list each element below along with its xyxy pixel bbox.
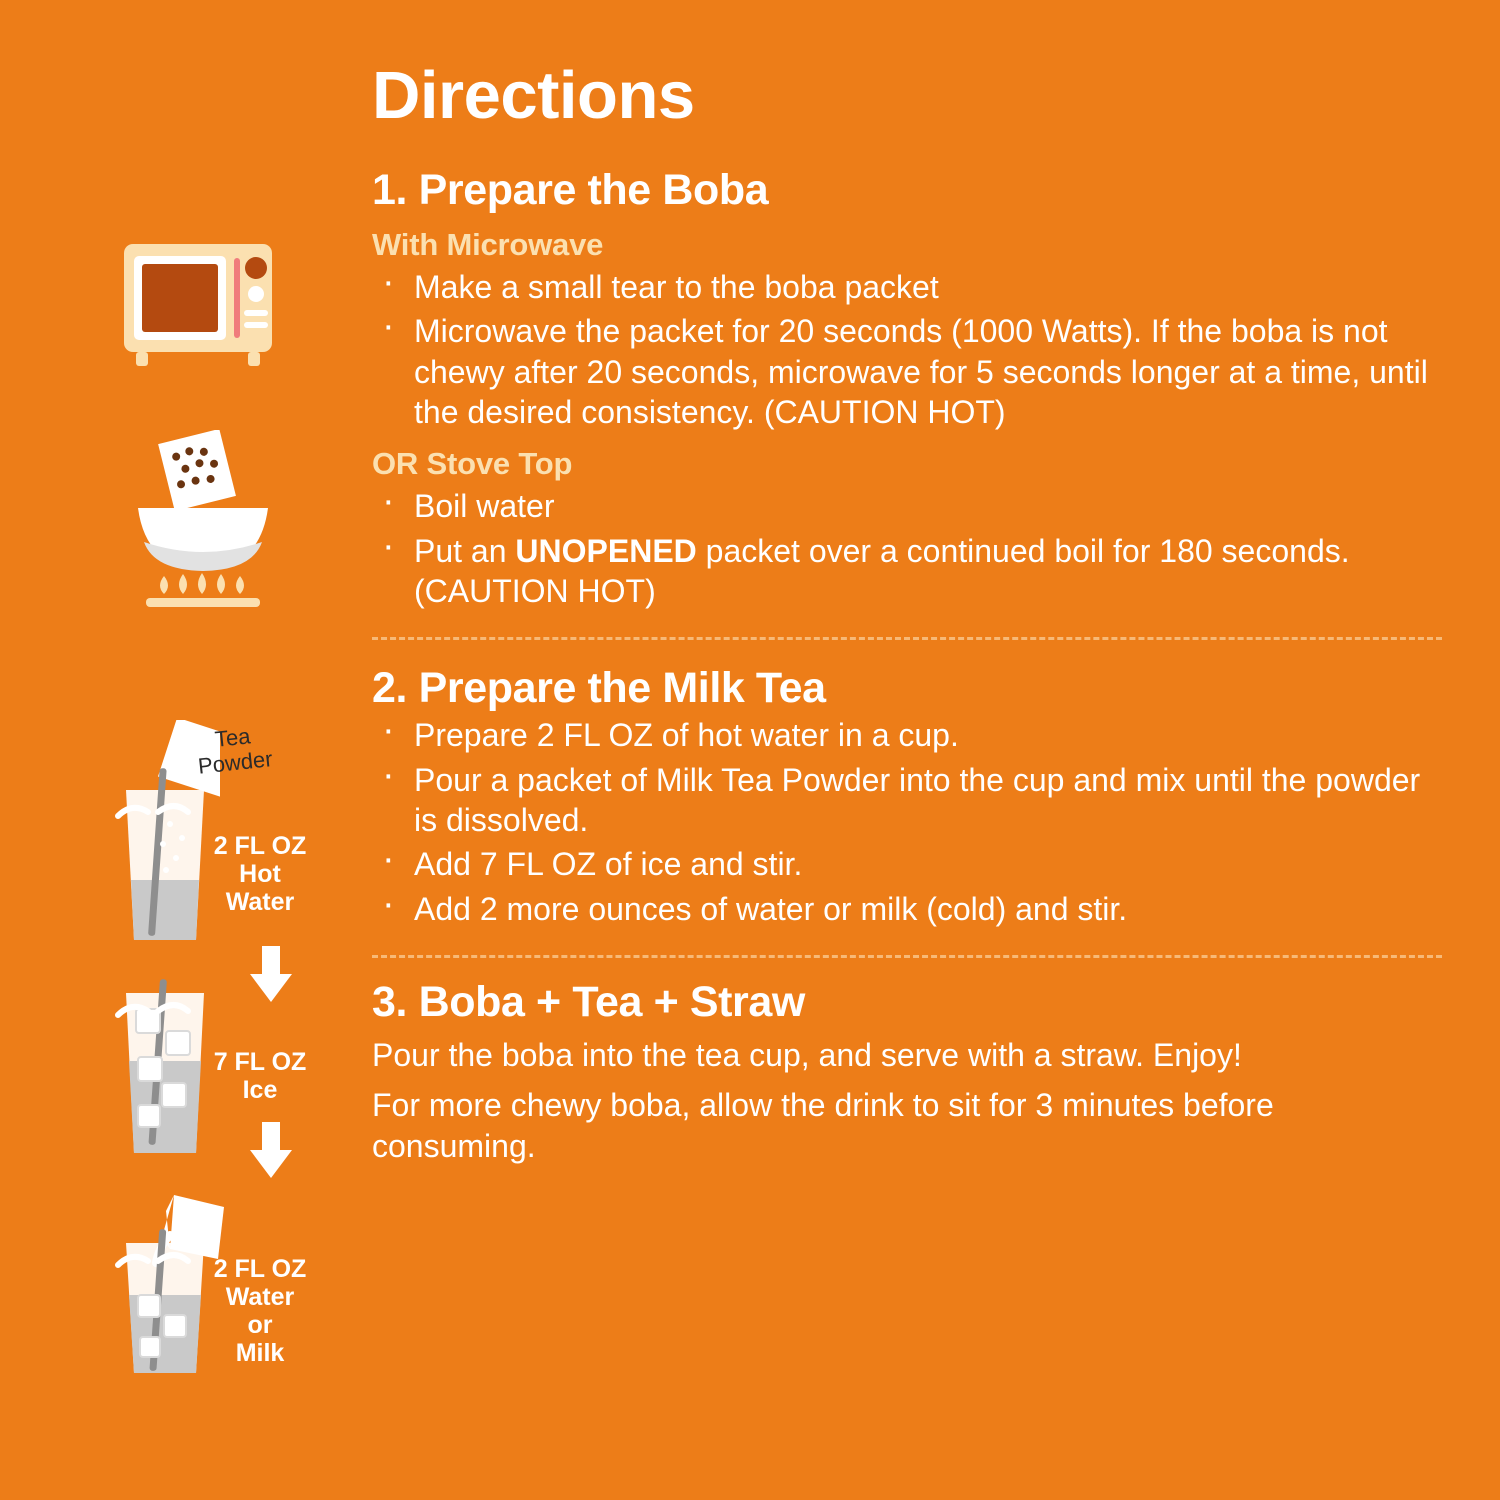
step-label-hot-water xyxy=(205,832,315,916)
list-item xyxy=(372,531,1442,612)
section-3-paragraph-1: Pour the boba into the tea cup, and serve with a straw. Enjoy! xyxy=(372,1037,1242,1074)
list-item: · Boil water xyxy=(372,486,1442,526)
directions-content xyxy=(372,168,1442,1166)
list-item: · Add 7 FL OZ of ice and stir. xyxy=(372,844,1442,884)
section-1-heading: 1. Prepare the Boba xyxy=(372,166,769,214)
bowl-over-flame-icon xyxy=(120,430,285,625)
ice-line2: Ice xyxy=(242,1076,278,1104)
section-3-paragraph-2: For more chewy boba, allow the drink to sit for 3 minutes before consuming. xyxy=(372,1087,1274,1164)
section-prepare-boba xyxy=(372,168,1442,611)
list-item: · Microwave the packet for 20 seconds (1000 Watts). If the boba is not chewy after 20 seconds, microwave for 5 seconds longer at a time, until the desired consistency. (CAUTION HOT) xyxy=(372,311,1442,432)
section-3-heading: 3. Boba + Tea + Straw xyxy=(372,978,805,1027)
microwave-bullet-list xyxy=(372,267,1442,432)
tea-powder-label xyxy=(186,721,283,780)
page-title: Directions xyxy=(372,58,695,133)
section-boba-tea-straw xyxy=(372,980,1442,1166)
step-label-ice xyxy=(205,1048,315,1104)
glass-ice-icon xyxy=(100,975,220,1170)
down-arrow-icon-2 xyxy=(248,1122,294,1178)
stovetop-bullet2-pre: Put an xyxy=(414,532,516,569)
milk-tea-bullet-list xyxy=(372,715,1442,929)
water-milk-line2: Water xyxy=(225,1283,295,1311)
water-milk-line3: or xyxy=(247,1311,273,1339)
divider-1 xyxy=(372,637,1442,640)
list-item: · Pour a packet of Milk Tea Powder into the cup and mix until the powder is dissolved. xyxy=(372,760,1442,841)
hot-water-line2: Hot xyxy=(239,860,281,888)
water-milk-line4: Milk xyxy=(235,1339,285,1367)
illustration-column xyxy=(0,0,372,1500)
divider-2 xyxy=(372,955,1442,958)
hot-water-line3: Water xyxy=(225,888,295,916)
stovetop-bullet2-bold: UNOPENED xyxy=(515,532,697,569)
list-item: · Add 2 more ounces of water or milk (cold) and stir. xyxy=(372,889,1442,929)
stovetop-bullet-list xyxy=(372,486,1442,611)
stovetop-bullet2-post: packet over a continued boil for 180 seconds. (CAUTION HOT) xyxy=(414,532,1350,610)
ice-amount: 7 FL OZ xyxy=(213,1048,307,1076)
section-2-heading: 2. Prepare the Milk Tea xyxy=(372,664,826,713)
section-prepare-milk-tea xyxy=(372,666,1442,929)
microwave-icon xyxy=(118,238,278,378)
list-item: · Prepare 2 FL OZ of hot water in a cup. xyxy=(372,715,1442,755)
tea-powder-text: Tea Powder xyxy=(196,723,274,779)
subheading-with-microwave: With Microwave xyxy=(372,227,604,263)
water-milk-amount: 2 FL OZ xyxy=(213,1255,307,1283)
hot-water-amount: 2 FL OZ xyxy=(213,832,307,860)
list-item: · Make a small tear to the boba packet xyxy=(372,267,1442,307)
subheading-stove-top: OR Stove Top xyxy=(372,446,573,482)
step-label-water-or-milk xyxy=(205,1255,315,1367)
down-arrow-icon-1 xyxy=(248,946,294,1002)
